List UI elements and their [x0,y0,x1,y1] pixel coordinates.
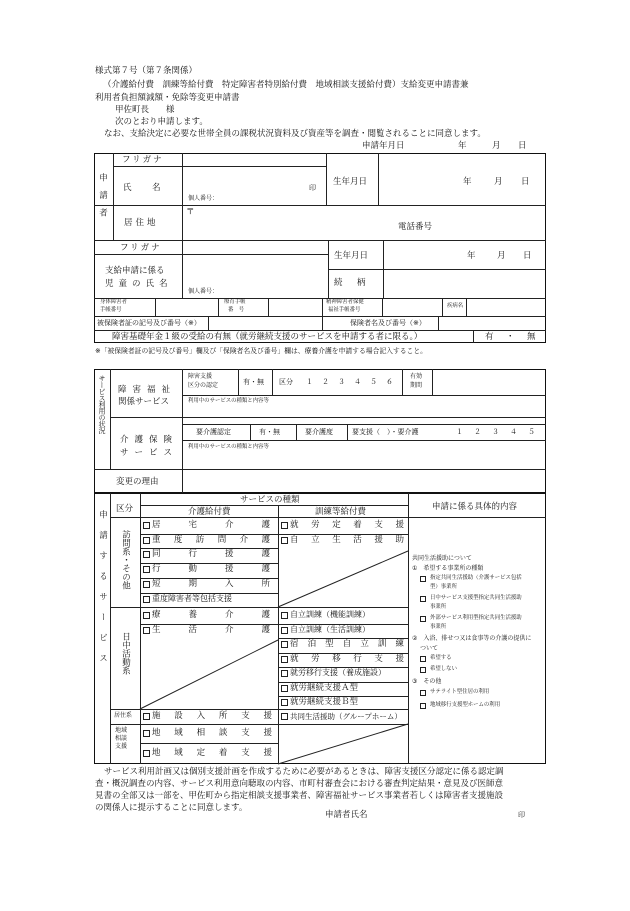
checkbox-detail-q3-1[interactable] [420,690,426,696]
checkbox-home-care-5[interactable] [143,596,150,603]
community-label-3: 支援 [115,743,128,750]
class-2[interactable]: ２ [322,378,329,386]
day-care-label-0: 療養介護 [152,610,270,620]
checkbox-day-training-2[interactable] [281,641,288,648]
pension-yes[interactable]: 有 [485,332,494,342]
applicant-furigana-label: フリガナ [122,155,164,165]
community-label-1: 地域 [115,727,128,734]
checkbox-community-consult[interactable] [143,730,150,737]
checkbox-home-care-0[interactable] [143,522,150,529]
checkbox-detail-q1-2[interactable] [420,596,426,602]
checkbox-day-training-3[interactable] [281,656,288,663]
pension-no[interactable]: 無 [527,332,536,342]
form-title-line2: 利用者負担額減額・免除等変更申請書 [95,93,240,103]
date-day: 日 [518,141,527,151]
signature-seal: 印 [518,811,525,819]
care-level-1[interactable]: １ [456,428,463,436]
detail-q2-opt1: 希望する [430,655,452,661]
child-birth-label: 生年月日 [334,251,369,261]
home-care-label-2: 同行援護 [152,549,270,560]
checkbox-day-training-1[interactable] [281,627,288,634]
class-1[interactable]: １ [306,378,313,386]
home-care-label-1: 重度訪問介護 [152,534,270,545]
child-name-label-line2: 児童の氏名 [105,279,173,289]
detail-q3: ③ その他 [412,678,442,685]
class-3[interactable]: ３ [338,378,345,386]
checkbox-group-home[interactable] [281,713,288,720]
day-training-label-3: 就労移行支援 [290,653,404,664]
applicant-birth-month: 月 [494,177,503,187]
home-training-label-0: 就労定着支援 [290,520,404,530]
applicant-birth-year: 年 [463,177,472,187]
footer-text-line2: 査・概況調査の内容、サービス利用意向聴取の内容、市町村審査会における審査判定結果・意見及び医師意 [95,779,504,789]
pension-question: 障害基礎年金１級の受給の有無（就労継続支援のサービスを申請する者に限る。） [112,332,423,342]
applicant-side-label: 申請者 [97,173,108,226]
checkbox-home-care-1[interactable] [143,537,150,544]
community-consult-label: 地域相談支援 [152,728,272,738]
rehab-handbook-label-2: 番 号 [228,307,245,313]
valid-period-line1: 有効 [410,373,423,380]
detail-title: 共同生活援助について [412,555,472,562]
disease-name-label: 疾病名 [447,303,464,309]
application-date-label: 申請年月日 [362,141,405,151]
detail-q1: ① 希望する事業所の種類 [412,565,484,572]
child-furigana-label: フリガナ [120,243,162,253]
detail-q1-opt3a: 外部サービス利用型指定共同生活援助 [430,615,522,621]
residence-category-label: 居住系 [114,712,133,719]
care-level-5[interactable]: ５ [528,428,535,436]
mental-handbook-label-2: 福祉手帳番号 [328,307,361,313]
cert-has-or-not[interactable]: 有・無 [243,378,264,386]
community-label-2: 相談 [115,735,128,742]
class-5[interactable]: ５ [370,378,377,386]
care-cert-label: 要介護認定 [196,428,231,436]
checkbox-community-settle[interactable] [143,750,150,757]
home-care-label-5: 重度障害者等包括支援 [152,593,232,603]
cert-label-line1: 障害支援 [188,373,213,380]
day-training-label-2: 宿泊型自立訓練 [290,639,404,649]
form-title-line1: （介護給付費 訓練等給付費 特定障害者特別給付費 地域相談支援給付費）支給変更申請書兼 [103,80,469,90]
usage-side-label: サービス利用の状況 [98,375,106,434]
care-level-2[interactable]: ２ [474,428,481,436]
intro-line1: 次のとおり申請します。 [115,117,208,127]
welfare-label-line1: 障害福祉 [118,385,170,395]
signature-label: 申請者氏名 [325,810,368,820]
applicant-birth-day: 日 [521,177,530,187]
child-birth-year: 年 [467,251,476,261]
physical-handbook-label-2: 手帳番号 [100,307,122,313]
form-number: 様式第７号（第７条関係） [95,66,198,76]
applicant-address-label: 居住地 [124,218,159,228]
checkbox-day-training-0[interactable] [281,612,288,619]
care-level-label: 要介護度 [305,428,333,436]
class-4[interactable]: ４ [354,378,361,386]
date-month: 月 [492,141,501,151]
day-care-label-1: 生活介護 [152,624,270,635]
checkbox-day-training-4[interactable] [281,670,288,677]
care-benefit-header: 介護給付費 [188,507,231,517]
checkbox-home-care-4[interactable] [143,581,150,588]
class-6[interactable]: ６ [386,378,393,386]
division-label: 区分 [116,504,134,514]
group-home-label: 共同生活援助（グループホーム） [290,712,402,721]
applicant-name-label: 氏 名 [123,183,167,193]
insured-number-label: 被保険者証の記号及び番号（※） [97,319,201,327]
child-relation-label: 続 柄 [334,278,369,288]
care-level-3[interactable]: ３ [492,428,499,436]
checkbox-detail-q1-1[interactable] [420,576,426,582]
checkbox-detail-q1-3[interactable] [420,616,426,622]
applicant-birth-label: 生年月日 [333,177,368,187]
day-training-label-0: 自立訓練（機能訓練） [290,610,370,619]
checkbox-detail-q2-2[interactable] [420,667,426,673]
child-birth-day: 日 [523,251,532,261]
day-training-label-5: 就労継続支援Ａ型 [290,682,359,693]
applicant-personal-number-label: 個人番号： [188,195,219,202]
footer-text-line1: サービス利用計画又は個別支援計画を作成するために必要があるときは、障害支援区分認定に係る認定調 [104,767,504,777]
applicant-seal: 印 [309,184,316,192]
mental-handbook-label-1: 精神障害者保健 [326,299,364,305]
service-types-header: サービスの種類 [240,495,300,505]
reason-label: 変更の理由 [116,477,159,487]
intro-line2: なお、支給決定に必要な世帯全員の課税状況資料及び資産等を調査・閲覧されることに同意します。 [104,129,486,139]
detail-header: 申請に係る具体的内容 [432,502,518,512]
child-birth-month: 月 [497,251,506,261]
day-training-label-4: 就労移行支援（養成施設） [290,668,386,677]
care-label-line2: サービス [120,448,172,458]
detail-q3-opt2: 地域移行支援型ホームの利用 [430,702,501,708]
detail-q2b: ついて [420,645,439,652]
care-detail-label: 利用中のサービスの種類と内容等 [188,444,269,450]
checkbox-home-training-0[interactable] [281,522,288,529]
home-care-label-0: 居宅介護 [152,520,270,530]
checkbox-home-care-3[interactable] [143,566,150,573]
pension-separator: ・ [506,332,515,342]
phone-label: 電話番号 [398,222,433,232]
checkbox-day-training-5[interactable] [281,685,288,692]
welfare-label-line2: 関係サービス [118,397,170,407]
checkbox-detail-q2-1[interactable] [420,656,426,662]
checkbox-residence-care[interactable] [143,713,150,720]
detail-q1-opt3b: 事業所 [430,624,447,630]
detail-q1-opt2a: 日中サービス支援型指定共同生活援助 [430,595,522,601]
care-label-line1: 介護保険 [120,435,172,445]
note-text: ※「被保険者証の記号及び番号」欄及び「保険者名及び番号」欄は、療養介護を申請する場合記入すること。 [95,347,427,355]
detail-q2-opt2: 希望しない [430,666,457,672]
care-cert-value[interactable]: 有・無 [259,428,280,436]
checkbox-day-care-0[interactable] [143,612,150,619]
home-category-label: 訪問系・その他 [120,530,131,590]
home-care-label-4: 短期入所 [152,578,270,589]
home-training-label-1: 自立生活援助 [290,534,404,545]
rehab-handbook-label-1: 療育手帳 [224,299,246,305]
detail-q3-opt1: サテライト型住居の利用 [430,689,490,695]
valid-period-line2: 期間 [410,382,423,389]
class-label: 区分 [279,378,293,386]
postal-mark: 〒 [186,207,195,217]
detail-q1-opt1b: 型）事業所 [430,584,457,590]
date-year: 年 [458,141,467,151]
day-training-label-1: 自立訓練（生活訓練） [290,624,370,634]
welfare-detail-label: 利用中のサービスの種類と内容等 [188,398,269,404]
checkbox-day-training-6[interactable] [281,699,288,706]
detail-q1-opt1a: 指定共同生活援助（介護サービス包括 [430,575,522,581]
checkbox-detail-q3-2[interactable] [420,703,426,709]
insurer-label: 保険者名及び番号（※） [350,319,426,327]
addressee: 甲佐町長 様 [115,105,175,115]
child-name-label-line1: 支給申請に係る [105,266,165,276]
day-training-label-6: 就労継続支援Ｂ型 [290,697,359,707]
cert-label-line2: 区分の認定 [188,382,219,389]
detail-q2a: ② 入浴、排せつ又は食事等の介護の提供に [412,635,532,642]
physical-handbook-label-1: 身体障害者 [100,299,127,305]
footer-text-line4: の関係人に提示することに同意します。 [95,803,248,813]
home-care-label-3: 行動援護 [152,564,270,575]
services-side-label: 申請するサービス [97,510,108,674]
care-level-4[interactable]: ４ [510,428,517,436]
child-personal-number-label: 個人番号： [188,288,219,295]
residence-care-label: 施設入所支援 [152,711,272,721]
training-benefit-header: 訓練等給付費 [315,507,367,517]
checkbox-day-care-1[interactable] [143,627,150,634]
checkbox-home-training-1[interactable] [281,537,288,544]
support-level[interactable]: 要支援（ ）・要介護 [352,428,419,436]
footer-text-line3: 見書の全部又は一部を、甲佐町から指定相談支援事業者、障害福祉サービス事業者若しくは障害者支援施設 [95,791,504,801]
community-settle-label: 地域定着支援 [152,748,272,758]
day-category-label: 日中活動系 [120,632,131,675]
detail-q1-opt2b: 事業所 [430,604,447,610]
checkbox-home-care-2[interactable] [143,551,150,558]
